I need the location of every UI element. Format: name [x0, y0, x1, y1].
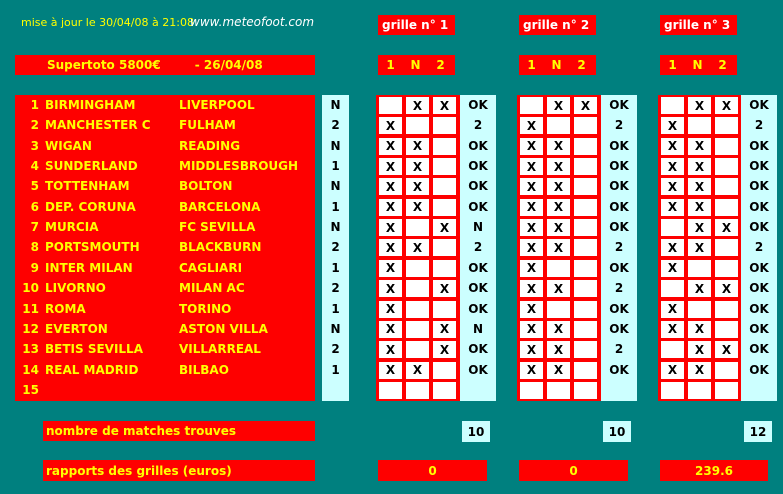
- matches-found-label: nombre de matches trouves: [46, 424, 237, 438]
- pick-cell: X: [688, 239, 711, 256]
- score-cell: 2: [614, 118, 624, 133]
- score-cell: 2: [473, 240, 483, 255]
- pick-cell: [574, 341, 597, 358]
- home-team: PORTSMOUTH: [45, 240, 140, 255]
- match-result: N: [330, 179, 341, 194]
- match-row: [15, 360, 315, 380]
- pick-cell: X: [547, 219, 570, 236]
- pick-cell: [715, 321, 738, 338]
- pick-cell: X: [379, 341, 402, 358]
- score-cell: OK: [468, 362, 488, 377]
- col-1-label: 1: [527, 58, 536, 72]
- match-number: 3: [30, 138, 39, 153]
- score-cell: OK: [609, 220, 629, 235]
- pick-cell: X: [688, 199, 711, 216]
- score-cell: OK: [749, 281, 769, 296]
- pick-cell: [661, 219, 684, 236]
- pick-cell: X: [406, 239, 429, 256]
- home-team: MANCHESTER C: [45, 118, 151, 133]
- away-team: FULHAM: [179, 118, 236, 133]
- pick-cell: [406, 219, 429, 236]
- match-result: 2: [331, 240, 340, 255]
- home-team: REAL MADRID: [45, 362, 139, 377]
- pick-cell: X: [661, 178, 684, 195]
- match-row: [15, 319, 315, 339]
- grid-3-columns: [660, 55, 737, 75]
- score-cell: OK: [749, 179, 769, 194]
- pick-cell: [574, 280, 597, 297]
- home-team: TOTTENHAM: [45, 179, 130, 194]
- payouts-label-box: [43, 460, 315, 481]
- home-team: SUNDERLAND: [45, 159, 138, 174]
- grid-2-count: 10: [603, 421, 631, 442]
- pick-cell: [574, 199, 597, 216]
- pick-cell: X: [661, 321, 684, 338]
- pick-cell: [661, 280, 684, 297]
- grid-2-payout: 0: [519, 460, 628, 481]
- pick-cell: X: [520, 158, 543, 175]
- pick-cell: [547, 382, 570, 399]
- pick-cell: [715, 178, 738, 195]
- match-row: [15, 299, 315, 319]
- pick-cell: [715, 138, 738, 155]
- pick-cell: X: [406, 362, 429, 379]
- pick-cell: X: [547, 97, 570, 114]
- pick-cell: [661, 341, 684, 358]
- pick-cell: X: [379, 219, 402, 236]
- match-number: 14: [22, 362, 39, 377]
- score-cell: OK: [468, 159, 488, 174]
- pick-cell: X: [433, 341, 456, 358]
- match-result: 1: [331, 159, 340, 174]
- match-result: N: [330, 138, 341, 153]
- score-cell: OK: [749, 362, 769, 377]
- home-team: INTER MILAN: [45, 260, 133, 275]
- away-team: READING: [179, 138, 241, 153]
- pick-cell: [379, 382, 402, 399]
- pick-cell: X: [379, 158, 402, 175]
- pick-cell: X: [715, 280, 738, 297]
- match-row: [15, 115, 315, 135]
- match-row: [15, 339, 315, 359]
- col-1-label: 1: [386, 58, 395, 72]
- away-team: BOLTON: [179, 179, 233, 194]
- home-team: WIGAN: [45, 138, 92, 153]
- grid-1-scores: [460, 95, 496, 401]
- pick-cell: [574, 138, 597, 155]
- col-2-label: 2: [436, 58, 445, 72]
- pick-cell: X: [547, 341, 570, 358]
- pick-cell: X: [379, 301, 402, 318]
- pick-cell: [574, 239, 597, 256]
- pick-cell: X: [379, 138, 402, 155]
- score-cell: OK: [609, 362, 629, 377]
- pick-cell: X: [379, 199, 402, 216]
- pick-cell: [715, 158, 738, 175]
- pick-cell: X: [520, 219, 543, 236]
- score-cell: 2: [614, 281, 624, 296]
- pick-cell: X: [547, 158, 570, 175]
- pick-cell: X: [379, 178, 402, 195]
- pick-cell: X: [547, 362, 570, 379]
- score-cell: OK: [749, 260, 769, 275]
- grid-2-scores: [601, 95, 637, 401]
- pick-cell: X: [661, 260, 684, 277]
- pick-cell: [547, 301, 570, 318]
- pick-cell: [574, 117, 597, 134]
- pick-cell: [715, 382, 738, 399]
- pick-cell: [433, 199, 456, 216]
- pick-cell: [688, 301, 711, 318]
- grid-1-payout: 0: [378, 460, 487, 481]
- match-row: [15, 278, 315, 298]
- score-cell: OK: [609, 179, 629, 194]
- results-column: [322, 95, 349, 401]
- pick-cell: X: [688, 97, 711, 114]
- pick-cell: X: [688, 321, 711, 338]
- score-cell: OK: [609, 159, 629, 174]
- pick-cell: X: [379, 239, 402, 256]
- pick-cell: X: [379, 117, 402, 134]
- pick-cell: X: [406, 158, 429, 175]
- match-result: 2: [331, 281, 340, 296]
- grid-3-count: 12: [744, 421, 772, 442]
- pick-cell: X: [688, 341, 711, 358]
- pick-cell: X: [520, 178, 543, 195]
- pick-cell: X: [406, 199, 429, 216]
- score-cell: OK: [609, 301, 629, 316]
- pick-cell: X: [406, 138, 429, 155]
- pick-cell: [661, 382, 684, 399]
- match-number: 2: [30, 118, 39, 133]
- pick-cell: X: [520, 260, 543, 277]
- grid-2-picks: [517, 95, 601, 401]
- away-team: MILAN AC: [179, 281, 245, 296]
- score-cell: OK: [749, 159, 769, 174]
- pick-cell: X: [547, 138, 570, 155]
- pick-cell: X: [715, 97, 738, 114]
- match-number: 7: [30, 220, 39, 235]
- match-result: 1: [331, 362, 340, 377]
- pick-cell: X: [688, 178, 711, 195]
- match-number: 15: [22, 382, 39, 397]
- score-cell: OK: [468, 301, 488, 316]
- match-result: 1: [331, 260, 340, 275]
- grid-2-columns: [519, 55, 596, 75]
- away-team: FC SEVILLA: [179, 220, 256, 235]
- score-cell: 2: [473, 118, 483, 133]
- pick-cell: [520, 382, 543, 399]
- score-cell: OK: [749, 321, 769, 336]
- home-team: ROMA: [45, 301, 86, 316]
- grid-3-payout: 239.6: [660, 460, 768, 481]
- away-team: BILBAO: [179, 362, 229, 377]
- pick-cell: [433, 362, 456, 379]
- score-cell: N: [472, 220, 484, 235]
- col-1-label: 1: [668, 58, 677, 72]
- score-cell: OK: [468, 138, 488, 153]
- pick-cell: [574, 158, 597, 175]
- away-team: ASTON VILLA: [179, 321, 268, 336]
- away-team: BLACKBURN: [179, 240, 262, 255]
- match-row: [15, 237, 315, 257]
- home-team: MURCIA: [45, 220, 99, 235]
- match-row: [15, 258, 315, 278]
- col-n-label: N: [410, 58, 421, 72]
- match-result: N: [330, 220, 341, 235]
- pick-cell: [715, 117, 738, 134]
- pick-cell: [688, 117, 711, 134]
- score-cell: N: [472, 321, 484, 336]
- score-cell: OK: [468, 281, 488, 296]
- home-team: LIVORNO: [45, 281, 106, 296]
- pick-cell: [406, 280, 429, 297]
- match-result: 2: [331, 118, 340, 133]
- pick-cell: X: [547, 321, 570, 338]
- score-cell: OK: [749, 199, 769, 214]
- match-row: [15, 197, 315, 217]
- pick-cell: [433, 382, 456, 399]
- pick-cell: X: [406, 97, 429, 114]
- home-team: DEP. CORUNA: [45, 199, 136, 214]
- col-2-label: 2: [577, 58, 586, 72]
- pick-cell: [688, 260, 711, 277]
- score-cell: OK: [749, 98, 769, 112]
- match-row: [15, 156, 315, 176]
- pick-cell: [574, 301, 597, 318]
- pick-cell: X: [688, 362, 711, 379]
- away-team: CAGLIARI: [179, 260, 243, 275]
- score-cell: [741, 380, 777, 400]
- col-n-label: N: [551, 58, 562, 72]
- pick-cell: X: [661, 239, 684, 256]
- contest-name: Supertoto 5800€: [47, 58, 161, 72]
- match-number: 5: [30, 179, 39, 194]
- match-number: 9: [30, 260, 39, 275]
- pick-cell: [715, 239, 738, 256]
- match-row: [15, 136, 315, 156]
- match-number: 6: [30, 199, 39, 214]
- match-number: 10: [22, 281, 39, 296]
- payouts-label: rapports des grilles (euros): [46, 463, 232, 478]
- home-team: EVERTON: [45, 321, 108, 336]
- away-team: MIDDLESBROUGH: [179, 159, 299, 174]
- pick-cell: X: [715, 341, 738, 358]
- pick-cell: [520, 97, 543, 114]
- match-result: N: [330, 98, 341, 112]
- pick-cell: X: [715, 219, 738, 236]
- pick-cell: X: [520, 362, 543, 379]
- pick-cell: [574, 219, 597, 236]
- grid-3-title: grille n° 3: [660, 15, 737, 35]
- pick-cell: X: [661, 362, 684, 379]
- pick-cell: X: [433, 97, 456, 114]
- match-number: 4: [30, 159, 39, 174]
- score-cell: 2: [614, 240, 624, 255]
- score-cell: 2: [754, 240, 764, 255]
- pick-cell: X: [547, 199, 570, 216]
- away-team: BARCELONA: [179, 199, 261, 214]
- pick-cell: [406, 341, 429, 358]
- pick-cell: X: [520, 341, 543, 358]
- pick-cell: [574, 178, 597, 195]
- match-number: 8: [30, 240, 39, 255]
- matches-table: [15, 95, 315, 401]
- score-cell: [460, 380, 496, 400]
- match-number: 1: [30, 98, 39, 112]
- score-cell: OK: [749, 138, 769, 153]
- grid-3-picks: [658, 95, 742, 401]
- pick-cell: X: [520, 138, 543, 155]
- pick-cell: X: [547, 178, 570, 195]
- pick-cell: [574, 260, 597, 277]
- col-2-label: 2: [718, 58, 727, 72]
- score-cell: OK: [609, 98, 629, 112]
- pick-cell: X: [406, 178, 429, 195]
- score-cell: OK: [609, 138, 629, 153]
- pick-cell: [433, 178, 456, 195]
- pick-cell: X: [379, 321, 402, 338]
- pick-cell: [406, 321, 429, 338]
- grid-1-title: grille n° 1: [378, 15, 455, 35]
- match-result: 1: [331, 301, 340, 316]
- pick-cell: X: [520, 321, 543, 338]
- pick-cell: X: [688, 219, 711, 236]
- pick-cell: [661, 97, 684, 114]
- pick-cell: X: [433, 219, 456, 236]
- matches-found-label-box: [43, 421, 315, 441]
- match-result: 2: [331, 342, 340, 357]
- pick-cell: X: [520, 117, 543, 134]
- contest-date: - 26/04/08: [194, 58, 263, 72]
- pick-cell: [433, 239, 456, 256]
- pick-cell: X: [661, 301, 684, 318]
- col-n-label: N: [692, 58, 703, 72]
- score-cell: 2: [614, 342, 624, 357]
- pick-cell: [715, 260, 738, 277]
- pick-cell: [547, 117, 570, 134]
- score-cell: OK: [749, 220, 769, 235]
- pick-cell: X: [688, 280, 711, 297]
- pick-cell: X: [433, 280, 456, 297]
- match-row: [15, 380, 315, 400]
- grid-2-title: grille n° 2: [519, 15, 596, 35]
- score-cell: OK: [468, 342, 488, 357]
- pick-cell: X: [379, 280, 402, 297]
- match-result: 1: [331, 199, 340, 214]
- pick-cell: [433, 301, 456, 318]
- pick-cell: X: [547, 239, 570, 256]
- pick-cell: [715, 301, 738, 318]
- match-row: [15, 176, 315, 196]
- pick-cell: X: [379, 260, 402, 277]
- score-cell: OK: [468, 98, 488, 112]
- pick-cell: X: [688, 158, 711, 175]
- pick-cell: [406, 260, 429, 277]
- match-row: [15, 95, 315, 115]
- contest-banner: [15, 55, 315, 75]
- match-number: 13: [22, 342, 39, 357]
- match-result: N: [330, 321, 341, 336]
- update-timestamp: mise à jour le 30/04/08 à 21:08: [21, 16, 194, 29]
- score-cell: OK: [609, 321, 629, 336]
- pick-cell: X: [520, 280, 543, 297]
- pick-cell: [379, 97, 402, 114]
- pick-cell: X: [520, 301, 543, 318]
- score-cell: OK: [468, 260, 488, 275]
- pick-cell: X: [547, 280, 570, 297]
- pick-cell: [433, 158, 456, 175]
- pick-cell: [574, 382, 597, 399]
- home-team: BIRMINGHAM: [45, 98, 136, 112]
- pick-cell: [574, 321, 597, 338]
- score-cell: OK: [609, 260, 629, 275]
- pick-cell: [406, 382, 429, 399]
- pick-cell: [547, 260, 570, 277]
- pick-cell: X: [661, 117, 684, 134]
- pick-cell: [688, 382, 711, 399]
- pick-cell: X: [520, 199, 543, 216]
- pick-cell: X: [520, 239, 543, 256]
- grid-1-columns: [378, 55, 455, 75]
- match-number: 11: [22, 301, 39, 316]
- pick-cell: [406, 301, 429, 318]
- pick-cell: [574, 362, 597, 379]
- score-cell: OK: [609, 199, 629, 214]
- away-team: LIVERPOOL: [179, 98, 255, 112]
- grid-1-picks: [376, 95, 460, 401]
- pick-cell: [433, 138, 456, 155]
- pick-cell: [433, 117, 456, 134]
- match-result: [322, 380, 349, 400]
- score-cell: OK: [749, 301, 769, 316]
- score-cell: OK: [468, 199, 488, 214]
- match-row: [15, 217, 315, 237]
- grid-3-scores: [741, 95, 777, 401]
- pick-cell: [406, 117, 429, 134]
- score-cell: OK: [468, 179, 488, 194]
- score-cell: 2: [754, 118, 764, 133]
- match-number: 12: [22, 321, 39, 336]
- pick-cell: X: [379, 362, 402, 379]
- site-url[interactable]: www.meteofoot.com: [190, 15, 315, 29]
- home-team: BETIS SEVILLA: [45, 342, 143, 357]
- grid-1-count: 10: [462, 421, 490, 442]
- pick-cell: X: [661, 158, 684, 175]
- pick-cell: X: [661, 199, 684, 216]
- pick-cell: [433, 260, 456, 277]
- away-team: VILLARREAL: [179, 342, 261, 357]
- pick-cell: [715, 362, 738, 379]
- pick-cell: X: [661, 138, 684, 155]
- away-team: TORINO: [179, 301, 232, 316]
- pick-cell: [715, 199, 738, 216]
- score-cell: [601, 380, 637, 400]
- pick-cell: X: [688, 138, 711, 155]
- score-cell: OK: [749, 342, 769, 357]
- pick-cell: X: [574, 97, 597, 114]
- pick-cell: X: [433, 321, 456, 338]
